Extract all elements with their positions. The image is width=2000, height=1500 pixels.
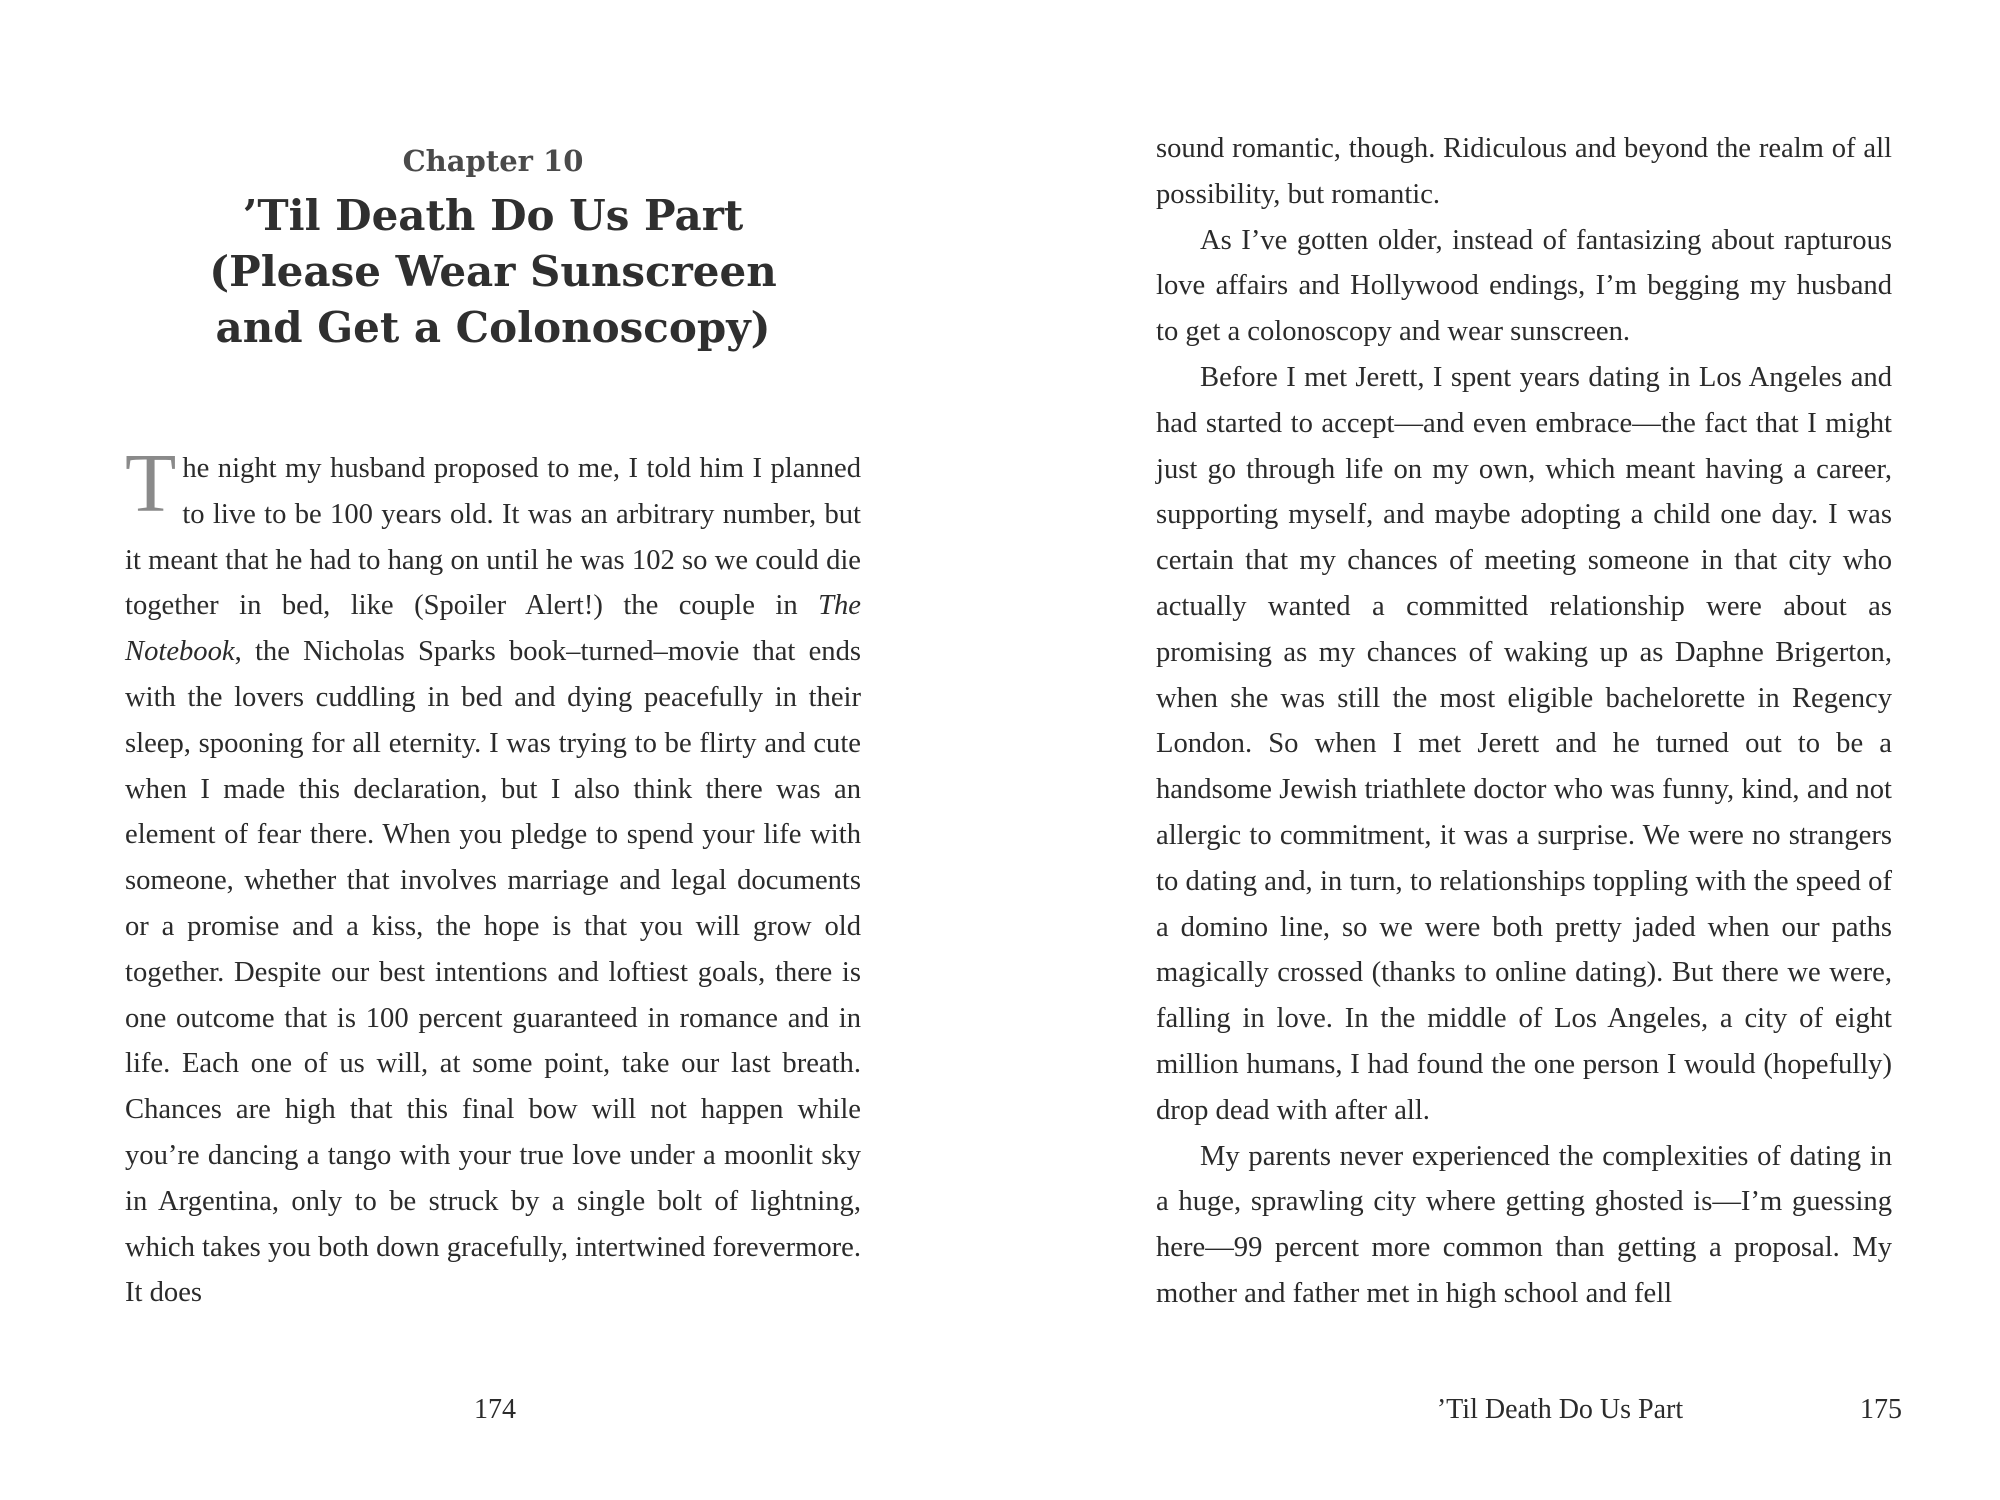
- right-body-text: [1156, 126, 1892, 1317]
- chapter-title-line-3: and Get a Colonoscopy): [215, 303, 771, 352]
- chapter-number: Chapter 10: [402, 144, 584, 178]
- running-head: ’Til Death Do Us Part: [1436, 1394, 1684, 1425]
- right-page: [1000, 0, 2000, 1500]
- book-title: The Notebook: [125, 590, 861, 668]
- chapter-title-line-2: (Please Wear Sunscreen: [209, 247, 777, 296]
- chapter-title: [125, 188, 861, 356]
- drop-cap: T: [125, 437, 177, 530]
- paragraph: My parents never experienced the complexities of dating in a huge, sprawling city where getting ghosted is—I’m guessing here—99 percent more common than getting a proposal. My mother and father met in high school and fell: [1156, 1140, 1892, 1309]
- paragraph: As I’ve gotten older, instead of fantasizing about rapturous love affairs and Hollywood endings, I’m begging my husband to get a colonoscopy and wear sunscreen.: [1156, 224, 1892, 348]
- left-body-text: [125, 437, 861, 1316]
- opening-paragraph: [125, 437, 861, 1316]
- paragraph-text-end: , the Nicholas Sparks book–turned–movie that ends with the lovers cuddling in bed and dying peacefully in their sleep, spooning for all eternity. I was trying to be flirty and cute when I made this declaration, but I also think there was an element of fear there. When you pledge to spend your life with someone, whether that involves marriage and legal documents or a promise and a kiss, the hope is that you will grow old together. Despite our best intentions and loftiest goals, there is one outcome that is 100 percent guaranteed in romance and in life. Each one of us will, at some point, take our last breath. Chances are high that this final bow will not happen while you’re dancing a tango with your true love under a moonlit sky in Argentina, only to be struck by a single bolt of lightning, which takes you both down gracefully, intertwined forevermore. It does: [125, 636, 861, 1309]
- paragraph-continued: sound romantic, though. Ridiculous and beyond the realm of all possibility, but romantic.: [1156, 133, 1892, 210]
- page-number-right: 175: [1860, 1394, 1902, 1425]
- page-number-left: 174: [474, 1394, 516, 1425]
- paragraph: Before I met Jerett, I spent years dating in Los Angeles and had started to accept—and even embrace—the fact that I might just go through life on my own, which meant having a career, supporting myself, and maybe adopting a child one day. I was certain that my chances of meeting someone in that city who actually wanted a committed relationship were about as promising as my chances of waking up as Daphne Brigerton, when she was still the most eligible bachelorette in Regency London. So when I met Jerett and he turned out to be a handsome Jewish triathlete doctor who was funny, kind, and not allergic to commitment, it was a surprise. We were no strangers to dating and, in turn, to relationships toppling with the speed of a domino line, so we were both pretty jaded when our paths magically crossed (thanks to online dating). But there we were, falling in love. In the middle of Los Angeles, a city of eight million humans, I had found the one person I would (hopefully) drop dead with after all.: [1156, 361, 1892, 1126]
- paragraph-text-start: he night my husband proposed to me, I told him I planned to live to be 100 years old. It was an arbitrary number, but it meant that he had to hang on until he was 102 so we could die together in bed, like (Spoiler Alert!) the couple in: [125, 453, 861, 622]
- chapter-title-line-1: ’Til Death Do Us Part: [242, 191, 744, 240]
